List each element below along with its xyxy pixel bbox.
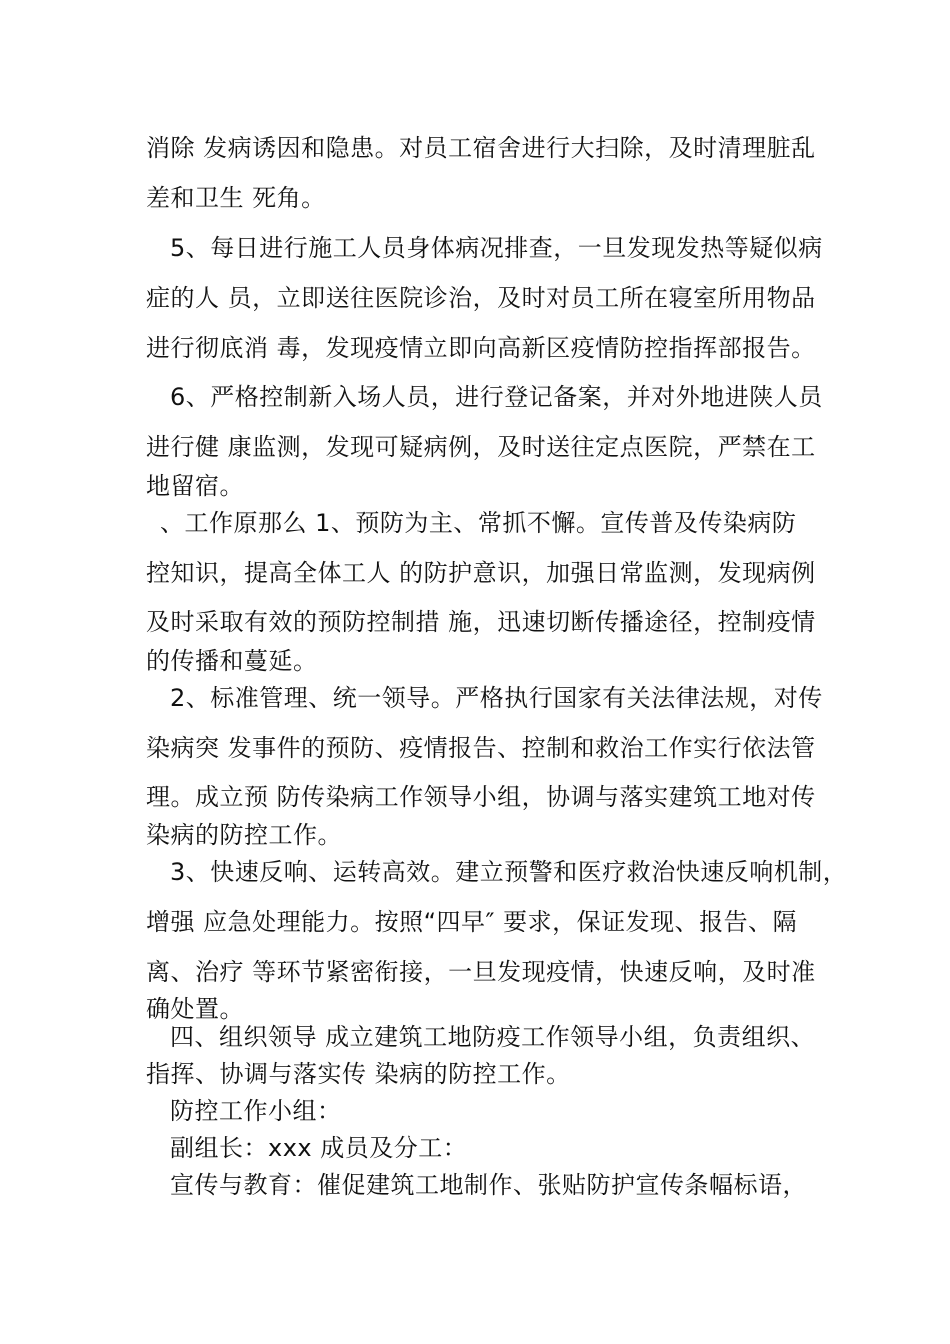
text-line-8: 地留宿。 [146, 472, 244, 500]
text-line-1: 消除 发病诱因和隐患。对员工宿舍进行大扫除，及时清理脏乱 [146, 134, 816, 162]
text-line-9: 、工作原那么 1、预防为主、常抓不懈。宣传普及传染病防 [160, 509, 797, 537]
text-line-10: 控知识，提高全体工人 的防护意识，加强日常监测，发现病例 [146, 559, 816, 587]
text-line-25: 宣传与教育：催促建筑工地制作、张贴防护宣传条幅标语， [170, 1171, 807, 1199]
text-line-2: 差和卫生 死角。 [146, 184, 326, 212]
text-line-18: 增强 应急处理能力。按照“四早″ 要求，保证发现、报告、隔 [146, 908, 798, 936]
text-line-12: 的传播和蔓延。 [146, 647, 318, 675]
text-line-20: 确处置。 [146, 995, 244, 1023]
text-line-17: 3、快速反响、运转高效。建立预警和医疗救治快速反响机制， [170, 858, 848, 886]
text-line-21: 四、组织领导 成立建筑工地防疫工作领导小组，负责组织、 [170, 1023, 816, 1051]
text-line-11: 及时采取有效的预防控制措 施，迅速切断传播途径，控制疫情 [146, 608, 816, 636]
text-line-19: 离、治疗 等环节紧密衔接，一旦发现疫情，快速反响，及时准 [146, 958, 816, 986]
text-line-14: 染病突 发事件的预防、疫情报告、控制和救治工作实行依法管 [146, 734, 816, 762]
text-line-5: 进行彻底消 毒，发现疫情立即向高新区疫情防控指挥部报告。 [146, 334, 816, 362]
text-line-23: 防控工作小组： [170, 1097, 342, 1125]
text-line-4: 症的人 员，立即送往医院诊治，及时对员工所在寝室所用物品 [146, 284, 816, 312]
text-line-3: 5、每日进行施工人员身体病况排查，一旦发现发热等疑似病 [170, 234, 823, 262]
text-line-22: 指挥、协调与落实传 染病的防控工作。 [146, 1060, 571, 1088]
text-line-24: 副组长：xxx 成员及分工： [170, 1134, 468, 1162]
text-line-16: 染病的防控工作。 [146, 821, 342, 849]
text-line-7: 进行健 康监测，发现可疑病例，及时送往定点医院，严禁在工 [146, 433, 816, 461]
text-line-15: 理。成立预 防传染病工作领导小组，协调与落实建筑工地对传 [146, 783, 816, 811]
text-line-6: 6、严格控制新入场人员，进行登记备案，并对外地进陕人员 [170, 383, 823, 411]
text-line-13: 2、标准管理、统一领导。严格执行国家有关法律法规，对传 [170, 684, 823, 712]
